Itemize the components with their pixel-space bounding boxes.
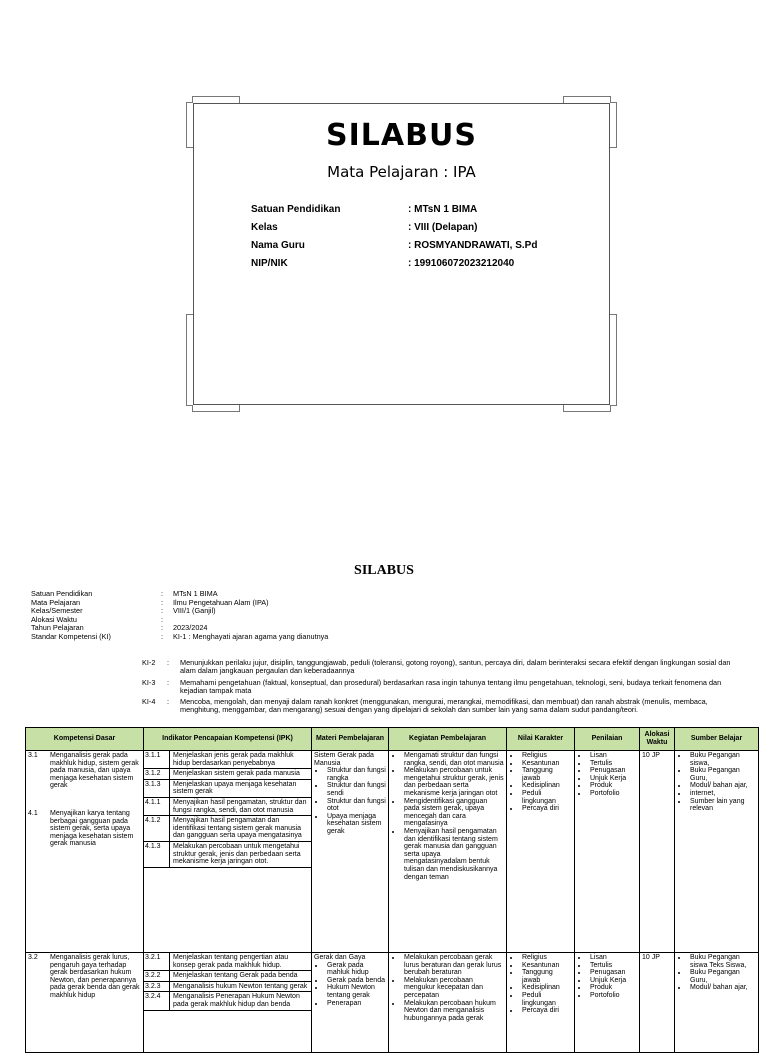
ipk-number: 3.1.1	[144, 751, 170, 769]
page-title: SILABUS	[354, 563, 414, 578]
list-item: • Sumber lain yang relevan	[688, 798, 756, 813]
meta-block	[31, 590, 761, 642]
meta-label: Satuan Pendidikan	[31, 589, 93, 598]
ki-colon: :	[167, 678, 170, 687]
list-item: • Portofolio	[588, 992, 637, 1000]
ki-code: KI-3	[142, 678, 156, 687]
cover-frame	[193, 103, 610, 405]
ipk-text: Menjelaskan upaya menjaga kesehatan sistem gerak	[170, 780, 311, 798]
list-item: • Modul/ bahan ajar,	[688, 782, 756, 790]
kd-number: 3.2	[28, 954, 38, 961]
meta-label: Alokasi Waktu	[31, 614, 77, 624]
list-item: • Modul/ bahan ajar,	[688, 984, 756, 992]
list-item: • Struktur dan fungsi rangka	[325, 767, 386, 782]
list-item: • Religius	[520, 752, 572, 760]
meta-row	[31, 616, 761, 625]
meta-label: Kelas/Semester	[31, 606, 83, 616]
list-item: • Mengidentifikasi gangguan pada sistem gerak, upaya mencegah dan cara mengatasinya	[402, 798, 504, 828]
list-item: • Percaya diri	[520, 805, 572, 813]
list-item: • Kedisiplinan	[520, 984, 572, 992]
materi-list	[314, 767, 386, 835]
ipk-number: 4.1.2	[144, 816, 170, 842]
meta-colon: :	[161, 614, 164, 624]
list-item: • Penugasan	[588, 969, 637, 977]
list-item: • Buku Pegangan Guru,	[688, 767, 756, 782]
meta-row	[31, 624, 761, 633]
list-item: • Produk	[588, 782, 637, 790]
meta-colon: :	[161, 606, 164, 616]
ipk-number: 3.1.3	[144, 780, 170, 798]
cover-info-row	[251, 240, 571, 258]
ipk-cell	[144, 953, 312, 1053]
kd-cell	[26, 751, 144, 953]
penilaian-cell	[575, 953, 640, 1053]
meta-value: VIII/1 (Ganjil)	[173, 606, 216, 616]
kd-item	[28, 810, 141, 848]
nilai-cell	[507, 953, 575, 1053]
meta-colon: :	[161, 631, 164, 641]
sumber-cell	[675, 953, 759, 1053]
ipk-list	[144, 751, 311, 868]
materi-list	[314, 962, 386, 1008]
sumber-list	[677, 954, 756, 992]
ki-text: Memahami pengetahuan (faktual, konseptual, dan prosedural) berdasarkan rasa ingin tahunya tentang ilmu pengetahuan, teknologi, seni, budaya terkait fenomena dan kejadian tampak mata	[180, 678, 722, 695]
ipk-number: 3.2.4	[144, 992, 170, 1010]
list-item: • Melakukan percobaan untuk mengetahui struktur gerak, jenis dan perbedaan serta mekanisme kerja jaringan otot	[402, 767, 504, 797]
cover-info-row	[251, 258, 571, 276]
frame-corner	[186, 314, 193, 406]
list-item: • Melakukan percobaan mengukur kecepatan dan percepatan	[402, 977, 504, 1000]
ipk-number: 3.1.2	[144, 769, 170, 780]
kd-text: Menganalisis gerak pada makhluk hidup, sistem gerak pada manusia, dan upaya menjaga kesehatan sistem gerak	[50, 752, 139, 790]
ki-item	[142, 679, 732, 697]
list-item: • Tertulis	[588, 962, 637, 970]
kd-text: Menyajikan karya tentang berbagai gangguan pada sistem gerak, serta upaya menjaga kesehatan sistem gerak manusia	[50, 810, 134, 848]
alokasi-cell: 10 JP	[640, 953, 675, 1053]
alokasi-cell: 10 JP	[640, 751, 675, 953]
kd-text: Menganalisis gerak lurus, pengaruh gaya terhadap gerak berdasarkan hukum Newton, dan penerapannya pada gerak benda dan gerak makhluk hidup	[50, 954, 140, 999]
list-item: • Buku Pegangan siswa Teks Siswa,	[688, 954, 756, 969]
list-item: • Portofolio	[588, 790, 637, 798]
meta-row	[31, 607, 761, 616]
column-header: Penilaian	[575, 728, 640, 751]
list-item: • Tanggung jawab	[520, 767, 572, 782]
ipk-text: Menganalisis hukum Newton tentang gerak	[170, 982, 311, 993]
cover-info-label: NIP/NIK	[251, 258, 288, 269]
list-item: • internet,	[688, 790, 756, 798]
list-item: • Mengamati struktur dan fungsi rangka, sendi, dan otot manusia	[402, 752, 504, 767]
ipk-text: Menjelaskan tentang Gerak pada benda	[170, 971, 311, 982]
list-item: • Kesantunan	[520, 962, 572, 970]
ipk-number: 3.2.1	[144, 953, 170, 971]
column-header: Alokasi Waktu	[640, 728, 675, 751]
column-header: Kegiatan Pembelajaran	[389, 728, 507, 751]
ipk-text: Melakukan percobaan untuk mengetahui struktur gerak, jenis dan perbedaan serta mekanisme kerja jaringan otot.	[170, 842, 311, 868]
frame-corner	[186, 102, 193, 148]
list-item: • Lisan	[588, 954, 637, 962]
cover-subtitle: Mata Pelajaran : IPA	[327, 163, 476, 181]
nilai-list	[509, 954, 572, 1015]
column-header: Kompetensi Dasar	[26, 728, 144, 751]
ipk-text: Menganalisis Penerapan Hukum Newton pada gerak makhluk hidup dan benda	[170, 992, 311, 1010]
list-item: • Gerak pada benda	[325, 977, 386, 985]
ki-colon: :	[167, 697, 170, 706]
list-item: • Melakukan percobaan gerak lurus beraturan dan gerak lurus berubah beraturan	[402, 954, 504, 977]
materi-cell	[312, 953, 389, 1053]
cover-info-value: : 199106072023212040	[408, 258, 515, 269]
kegiatan-list	[391, 752, 504, 881]
list-item: • Kedisiplinan	[520, 782, 572, 790]
sumber-cell	[675, 751, 759, 953]
cover-info-value: : ROSMYANDRAWATI, S.Pd	[408, 240, 538, 251]
frame-corner	[192, 96, 240, 103]
list-item: • Percaya diri	[520, 1007, 572, 1015]
ipk-number: 4.1.3	[144, 842, 170, 868]
list-item: • Gerak pada mahluk hidup	[325, 962, 386, 977]
meta-colon: :	[161, 623, 164, 633]
frame-corner	[563, 405, 611, 412]
ipk-number: 3.2.2	[144, 971, 170, 982]
kd-item	[28, 752, 141, 810]
list-item: • Buku Pegangan Guru,	[688, 969, 756, 984]
column-header: Indikator Pencapaian Kompetensi (IPK)	[144, 728, 312, 751]
list-item: • Unjuk Kerja	[588, 775, 637, 783]
ipk-number: 4.1.1	[144, 798, 170, 816]
kegiatan-cell	[389, 751, 507, 953]
ipk-text: Menyajikan hasil pengamatan dan identifikasi tentang sistem gerak manusia dan gangguan serta upaya mengatasinya	[170, 816, 311, 842]
list-item: • Struktur dan fungsi sendi	[325, 782, 386, 797]
meta-label: Tahun Pelajaran	[31, 623, 84, 633]
list-item: • Kesantunan	[520, 760, 572, 768]
table-row	[26, 751, 759, 953]
ki-text: Menunjukkan perilaku jujur, disiplin, tanggungjawab, peduli (toleransi, gotong royong), santun, percaya diri, dalam berinteraksi secara efektif dengan lingkungan sosial dan alam dalam jangkauan pergaulan dan keberadaannya	[180, 658, 731, 675]
kegiatan-list	[391, 954, 504, 1022]
list-item: • Menyajikan hasil pengamatan dan identifikasi tentang sistem gerak manusia dan gangguan serta upaya mengatasinyadalam bentuk tulisan dan mendiskusikannya dengan teman	[402, 828, 504, 881]
list-item: • Peduli lingkungan	[520, 790, 572, 805]
list-item: • Buku Pegangan siswa,	[688, 752, 756, 767]
frame-corner	[610, 314, 617, 406]
nilai-cell	[507, 751, 575, 953]
list-item: • Lisan	[588, 752, 637, 760]
ki-colon: :	[167, 658, 170, 667]
meta-row	[31, 599, 761, 608]
list-item: • Upaya menjaga kesehatan sistem gerak	[325, 813, 386, 836]
penilaian-cell	[575, 751, 640, 953]
meta-row	[31, 590, 761, 599]
meta-label: Mata Pelajaran	[31, 597, 81, 607]
kd-number: 4.1	[28, 810, 38, 817]
sumber-list	[677, 752, 756, 813]
meta-label: Standar Kompetensi (KI)	[31, 631, 111, 641]
materi-cell	[312, 751, 389, 953]
frame-corner	[563, 96, 611, 103]
list-item: • Struktur dan fungsi otot	[325, 798, 386, 813]
frame-corner	[610, 102, 617, 148]
table-row	[26, 953, 759, 1053]
meta-colon: :	[161, 597, 164, 607]
materi-heading: Sistem Gerak pada Manusia	[314, 752, 374, 767]
table-header-row	[26, 728, 759, 751]
cover-info-value: : VIII (Delapan)	[408, 222, 478, 233]
ki-item	[142, 698, 732, 718]
ipk-text: Menjelaskan jenis gerak pada makhluk hidup berdasarkan penyebabnya	[170, 751, 311, 769]
kegiatan-cell	[389, 953, 507, 1053]
ipk-text: Menjelaskan sistem gerak pada manusia	[170, 769, 311, 780]
meta-value: MTsN 1 BIMA	[173, 589, 218, 598]
list-item: • Produk	[588, 984, 637, 992]
ipk-text: Menyajikan hasil pengamatan, struktur dan fungsi rangka, sendi, dan otot manusia	[170, 798, 311, 816]
ki-code: KI-2	[142, 658, 156, 667]
meta-row	[31, 633, 761, 642]
cover-info-label: Kelas	[251, 222, 278, 233]
frame-corner	[192, 405, 240, 412]
penilaian-list	[577, 954, 637, 1000]
syllabus-table	[25, 727, 759, 1053]
materi-heading: Gerak dan Gaya	[314, 954, 366, 961]
list-item: • Unjuk Kerja	[588, 977, 637, 985]
cover-info-row	[251, 204, 571, 222]
column-header: Materi Pembelajaran	[312, 728, 389, 751]
list-item: • Penugasan	[588, 767, 637, 775]
list-item: • Tanggung jawab	[520, 969, 572, 984]
ipk-cell	[144, 751, 312, 953]
list-item: • Tertulis	[588, 760, 637, 768]
cover-info-value: : MTsN 1 BIMA	[408, 204, 478, 215]
ki-code: KI-4	[142, 697, 156, 706]
cover-info-label: Nama Guru	[251, 240, 305, 251]
list-item: • Hukum Newton tentang gerak	[325, 984, 386, 999]
meta-value: Ilmu Pengetahuan Alam (IPA)	[173, 597, 269, 607]
kd-item	[28, 954, 141, 1000]
list-item: • Penerapan	[325, 1000, 386, 1008]
penilaian-list	[577, 752, 637, 798]
ipk-list	[144, 953, 311, 1011]
meta-colon: :	[161, 589, 164, 598]
list-item: • Religius	[520, 954, 572, 962]
meta-value: 2023/2024	[173, 623, 208, 633]
ipk-text: Menjelaskan tentang pengertian atau konsep gerak pada makhluk hidup.	[170, 953, 311, 971]
ki-text: Mencoba, mengolah, dan menyaji dalam ranah konkret (menggunakan, mengurai, merangkai, memodifikasi, dan membuat) dan ranah abstrak (menulis, membaca, menghitung, menggambar, dan mengarang) sesuai dengan yang dipelajari di sekolah dan sumber lain yang sama dalam sudut pandang/teori.	[180, 697, 708, 714]
column-header: Sumber Belajar	[675, 728, 759, 751]
kd-cell	[26, 953, 144, 1053]
column-header: Nilai Karakter	[507, 728, 575, 751]
kd-number: 3.1	[28, 752, 38, 759]
ipk-number: 3.2.3	[144, 982, 170, 993]
cover-info	[251, 204, 571, 276]
cover-info-row	[251, 222, 571, 240]
cover-info-label: Satuan Pendidikan	[251, 204, 341, 215]
nilai-list	[509, 752, 572, 813]
cover-title: SILABUS	[326, 118, 477, 153]
list-item: • Melakukan percobaan hukum Newton dan menganalisis hubungannya pada gerak	[402, 1000, 504, 1023]
list-item: • Peduli lingkungan	[520, 992, 572, 1007]
meta-value: KI-1 : Menghayati ajaran agama yang dianutnya	[173, 631, 329, 641]
